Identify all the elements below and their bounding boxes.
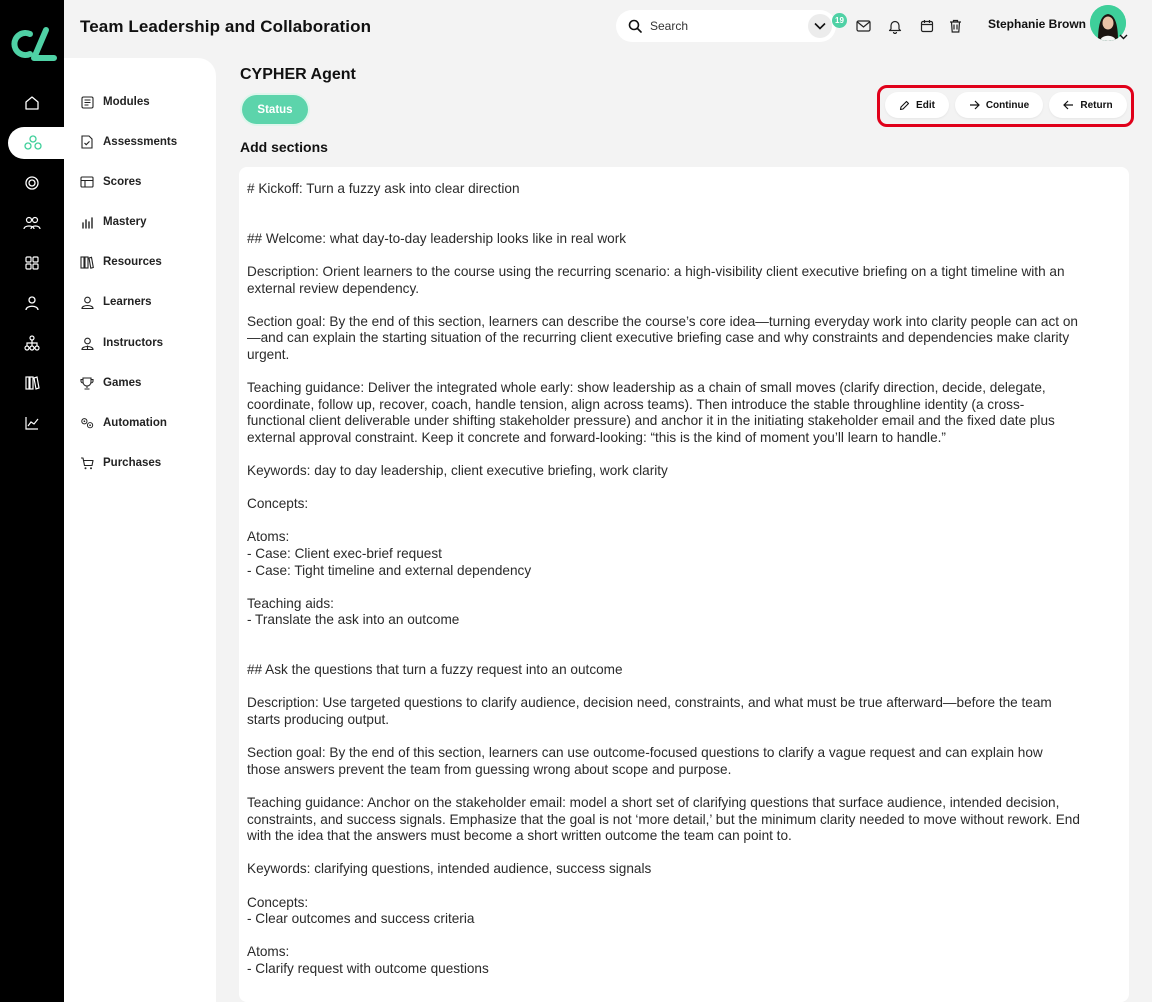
editor-line bbox=[247, 629, 1121, 646]
editor-line bbox=[247, 214, 1121, 231]
subnav-item-modules[interactable]: Modules bbox=[80, 92, 150, 112]
sections-editor[interactable] bbox=[239, 167, 1129, 1002]
editor-line: Atoms: bbox=[247, 944, 290, 960]
editor-line bbox=[247, 247, 1121, 264]
editor-line: Section goal: By the end of this section, learners can use outcome-focused questions to clarify a vague request and can explain how bbox=[247, 745, 1043, 761]
arrow-right-icon bbox=[969, 100, 980, 110]
editor-line: Description: Use targeted questions to clarify audience, decision need, constraints, and what must be true afterward—before the team bbox=[247, 695, 1052, 711]
editor-line: urgent. bbox=[247, 346, 290, 362]
editor-line bbox=[247, 646, 1121, 663]
page-title: Team Leadership and Collaboration bbox=[80, 17, 372, 36]
editor-line: - Case: Tight timeline and external dependency bbox=[247, 562, 532, 578]
mastery-icon bbox=[80, 215, 94, 229]
subnav-item-scores[interactable]: Scores bbox=[80, 172, 141, 192]
editor-line bbox=[247, 364, 1121, 381]
section-nav bbox=[64, 58, 216, 1002]
subnav-item-mastery[interactable]: Mastery bbox=[80, 212, 146, 232]
edit-button[interactable]: Edit bbox=[885, 92, 949, 118]
scores-icon bbox=[80, 175, 94, 189]
icon-rail bbox=[0, 0, 64, 1002]
section-heading: Add sections bbox=[240, 139, 328, 155]
editor-line: Concepts: bbox=[247, 894, 309, 910]
editor-line: functional client deliverable under shifting stakeholder pressure) and anchor it in the initiating stakeholder email and the fixed date plus bbox=[247, 413, 1055, 429]
editor-line: Section goal: By the end of this section, learners can describe the course’s core idea—turning everyday work into clarity people can act on bbox=[247, 313, 1078, 329]
search-icon bbox=[628, 19, 642, 33]
editor-line: Description: Orient learners to the course using the recurring scenario: a high-visibility client executive briefing on a tight timeline with an bbox=[247, 263, 1065, 279]
editor-line bbox=[247, 198, 1121, 215]
editor-line: Teaching guidance: Deliver the integrated whole early: show leadership as a chain of small moves (clarify direction, decide, delegate, bbox=[247, 380, 1046, 396]
editor-line: those answers prevent the team from guessing wrong about scope and purpose. bbox=[247, 761, 732, 777]
user-name[interactable]: Stephanie Brown bbox=[988, 17, 1087, 31]
grid-icon[interactable] bbox=[18, 249, 46, 277]
calendar-icon[interactable] bbox=[918, 17, 936, 35]
editor-line: # Kickoff: Turn a fuzzy ask into clear direction bbox=[247, 181, 520, 196]
status-button[interactable]: Status bbox=[242, 95, 308, 124]
chart-line-icon[interactable] bbox=[18, 409, 46, 437]
user-menu-chevron-icon[interactable] bbox=[1117, 32, 1129, 42]
editor-line bbox=[247, 480, 1121, 497]
continue-button[interactable]: Continue bbox=[955, 92, 1043, 118]
editor-line bbox=[247, 778, 1121, 795]
search-dropdown-button[interactable] bbox=[808, 14, 832, 38]
editor-line: - Clarify request with outcome questions bbox=[247, 960, 489, 976]
resources-icon bbox=[80, 255, 94, 269]
subnav-item-instructors[interactable]: Instructors bbox=[80, 333, 163, 353]
editor-line bbox=[247, 928, 1121, 945]
editor-line: ## Welcome: what day-to-day leadership looks like in real work bbox=[247, 230, 627, 246]
editor-line bbox=[247, 729, 1121, 746]
subnav-item-games[interactable]: Games bbox=[80, 373, 141, 393]
chevron-down-icon bbox=[814, 22, 826, 30]
editor-line: Keywords: day to day leadership, client executive briefing, work clarity bbox=[247, 463, 668, 479]
pencil-icon bbox=[899, 100, 910, 111]
subnav-item-assessments[interactable]: Assessments bbox=[80, 132, 177, 152]
mail-icon[interactable] bbox=[854, 17, 872, 35]
editor-line: Keywords: clarifying questions, intended audience, success signals bbox=[247, 861, 652, 877]
editor-line: - Clear outcomes and success criteria bbox=[247, 911, 475, 927]
trash-icon[interactable] bbox=[946, 17, 964, 35]
editor-line: with the idea that the answers must become a short written outcome the team can point to. bbox=[247, 828, 792, 844]
hierarchy-icon[interactable] bbox=[18, 329, 46, 357]
subnav-item-resources[interactable]: Resources bbox=[80, 252, 162, 272]
editor-line: external approval constraint. Keep it concrete and forward-looking: “this is the kind of moment you’ll learn to handle.” bbox=[247, 429, 946, 445]
editor-line bbox=[247, 579, 1121, 596]
editor-line: Concepts: bbox=[247, 496, 309, 512]
modules-network-icon bbox=[24, 135, 42, 151]
subnav-item-automation[interactable]: Automation bbox=[80, 413, 167, 433]
editor-line bbox=[247, 679, 1121, 696]
editor-line: - Translate the ask into an outcome bbox=[247, 612, 460, 628]
editor-line: constraints, and success signals. Emphasize that the goal is not ‘more detail,’ but the minimum clarity needed to move without rework. End bbox=[247, 811, 1080, 827]
editor-line: - Case: Client exec-brief request bbox=[247, 546, 442, 562]
people-icon[interactable] bbox=[18, 209, 46, 237]
games-icon bbox=[80, 376, 94, 390]
editor-line: external review dependency. bbox=[247, 280, 420, 296]
search-input[interactable]: Search bbox=[650, 19, 689, 33]
editor-line: Teaching aids: bbox=[247, 595, 334, 611]
home-icon[interactable] bbox=[18, 89, 46, 117]
editor-line bbox=[247, 513, 1121, 530]
editor-line: Teaching guidance: Anchor on the stakeholder email: model a short set of clarifying questions that surface audience, intended decision, bbox=[247, 794, 1060, 810]
target-icon[interactable] bbox=[18, 169, 46, 197]
search-bar[interactable] bbox=[616, 10, 836, 42]
instructors-icon bbox=[80, 336, 94, 350]
notification-badge: 19 bbox=[832, 13, 847, 28]
arrow-left-icon bbox=[1063, 100, 1074, 110]
editor-line: coordinate, follow up, recover, coach, handle tension, align across teams). Then introduce the stable throughline identity (a cross- bbox=[247, 396, 1025, 412]
learners-icon bbox=[80, 295, 94, 309]
editor-line: starts producing output. bbox=[247, 712, 390, 727]
rail-item-modules-active[interactable] bbox=[8, 127, 68, 159]
editor-line: —and can explain the starting situation of the recurring client executive briefing case and why constraints and dependencies make clarity bbox=[247, 330, 1070, 346]
editor-line: ## Ask the questions that turn a fuzzy request into an outcome bbox=[247, 662, 623, 678]
library-icon[interactable] bbox=[18, 369, 46, 397]
subnav-item-learners[interactable]: Learners bbox=[80, 292, 152, 312]
cart-icon bbox=[80, 456, 94, 470]
app-logo[interactable] bbox=[8, 26, 58, 62]
automation-icon bbox=[80, 416, 94, 430]
bell-icon[interactable] bbox=[886, 17, 904, 35]
modules-icon bbox=[80, 95, 94, 109]
user-icon[interactable] bbox=[18, 289, 46, 317]
editor-line bbox=[247, 297, 1121, 314]
editor-line bbox=[247, 878, 1121, 895]
assessments-icon bbox=[80, 135, 94, 149]
editor-line bbox=[247, 845, 1121, 862]
return-button[interactable]: Return bbox=[1049, 92, 1127, 118]
subnav-item-purchases[interactable]: Purchases bbox=[80, 453, 161, 473]
editor-line bbox=[247, 447, 1121, 464]
agent-title: CYPHER Agent bbox=[240, 66, 356, 83]
editor-line: Atoms: bbox=[247, 529, 290, 545]
